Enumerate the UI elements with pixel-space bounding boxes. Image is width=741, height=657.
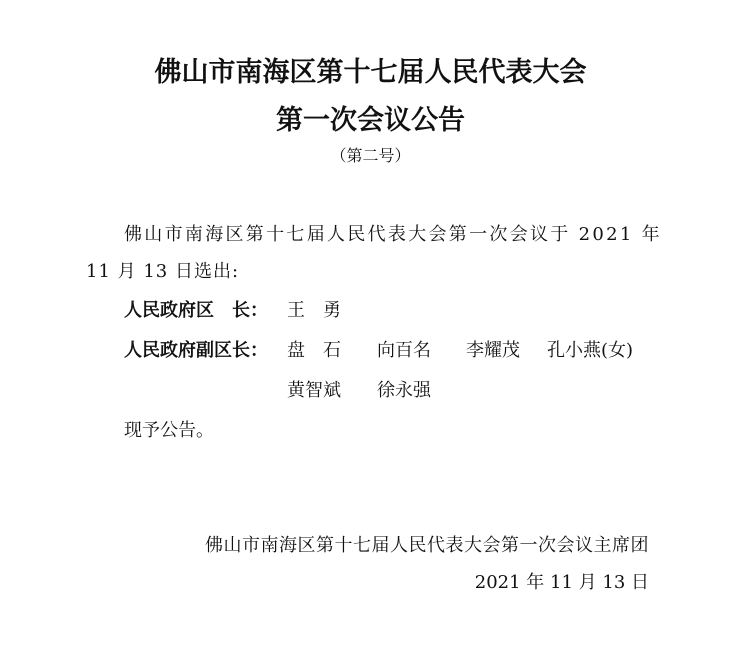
closing-statement: 现予公告。	[124, 420, 214, 441]
issuer-signature: 佛山市南海区第十七届人民代表大会第一次会议主席团	[205, 535, 649, 556]
vice-mayor-role-label: 人民政府副区长：	[124, 340, 268, 361]
issue-date: 2021 年 11 月 13 日	[474, 572, 649, 593]
vice-mayor-name: 盘 石	[287, 340, 341, 361]
title-line-1: 佛山市南海区第十七届人民代表大会	[154, 57, 587, 88]
mayor-role-label: 人民政府区 长：	[124, 300, 268, 321]
vice-mayor-name: 孔小燕(女)	[547, 340, 634, 361]
vice-mayor-name: 李耀茂	[466, 340, 520, 361]
body-text-line-1: 佛山市南海区第十七届人民代表大会第一次会议于 2021 年	[124, 224, 662, 245]
vice-mayor-name: 徐永强	[377, 380, 431, 401]
announcement-number: （第二号）	[330, 146, 411, 165]
body-text-line-2: 11 月 13 日选出:	[86, 261, 240, 282]
vice-mayor-name: 向百名	[377, 340, 431, 361]
mayor-name: 王 勇	[287, 300, 341, 321]
vice-mayor-name: 黄智斌	[287, 380, 341, 401]
title-line-2: 第一次会议公告	[276, 105, 465, 136]
